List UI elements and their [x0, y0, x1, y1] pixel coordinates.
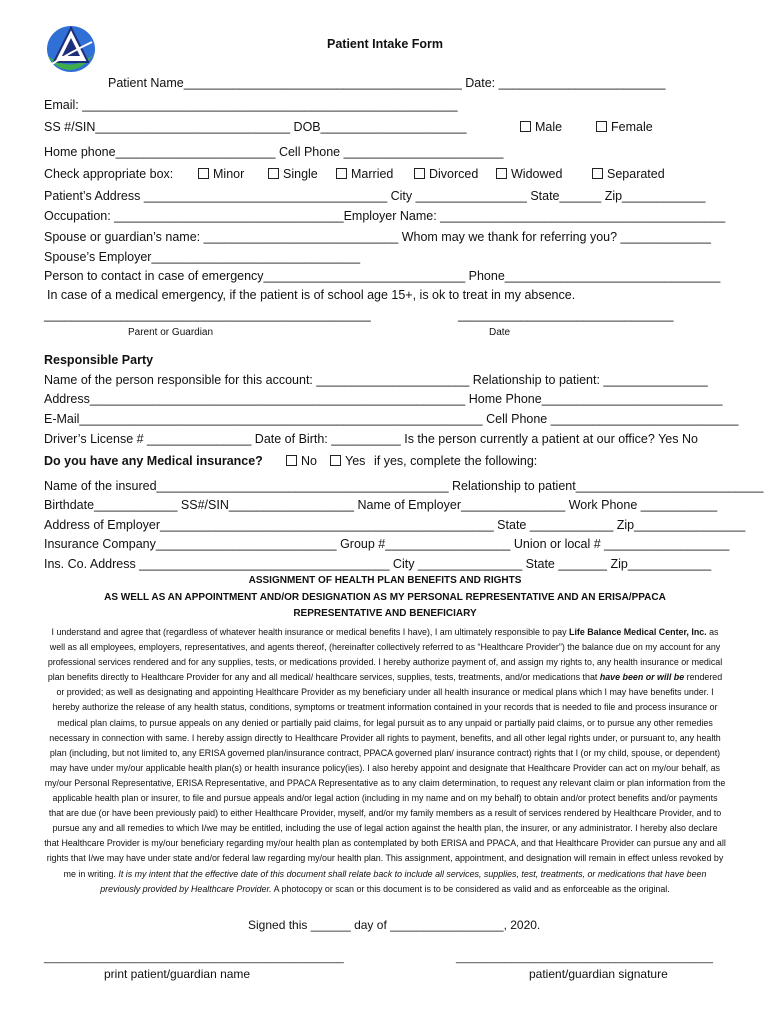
- parent-guardian-label: Parent or Guardian: [128, 327, 214, 338]
- status-label: Minor: [213, 167, 245, 181]
- employer-address-field[interactable]: Address of Employer________________________________________________ State ____________ Zip________________: [44, 518, 746, 532]
- signature-line[interactable]: __________________________________________: [456, 952, 713, 964]
- status-label: Married: [351, 167, 394, 181]
- phone-field[interactable]: Home phone_______________________ Cell Phone _______________________: [44, 145, 504, 159]
- consent-date-line[interactable]: _______________________________: [458, 308, 674, 322]
- form-title: Patient Intake Form: [327, 37, 443, 51]
- assignment-legal-text: I understand and agree that (regardless of whatever health insurance or medical benefits I have), I am ultimately responsible to pay Life Balance Medical Center, Inc. as well as all employees, employers, representatives, and agents thereof, (hereinafter collectively referred to as “Healthcare Provider”) the balance due on my account for any professional services rendered and for any supplies, tests, or medications provided. I hereby authorize payment of, and assign my rights to, any health insurance or medical plan benefits directly to Healthcare Provider for any and all medical/ healthcare services, supplies, tests, treatments, and/or medications that have been or will be rendered or provided; as well as designating and appointing Healthcare Provider as my beneficiary under all health insurance or medical plans which I may have benefits under. I hereby authorize the release of any health status, conditions, symptoms or treatment information contained in your records that is needed to file and process insurance or medical plan claims, to pursue appeals on any denied or partially paid claims, for legal pursuit as to any unpaid or partially paid claims, or to pursue any other remedies necessary in connection with same. I hereby assign directly to Healthcare Provider all rights to payment, benefits, and all other legal rights under, or pursuant to, any health plan (including, but not limited to, any ERISA governed plan/insurance contract, PPACA governed plan/ insurance contract) rights that I (or my child, spouse, or dependent) may have under my/our applicable health plan(s) or health insurance policy(ies). I also hereby appoint and designate that Healthcare Provider can act on my/our behalf, as my/our Personal Representative, ERISA Representative, and PPACA Representative as to any claim determination, to request any relevant claim or plan information from the applicable health plan or insurer, to file and pursue appeals and/or legal action (including in my name and on my behalf) to obtain and/or protect benefits and/or payments that are due (or have been previously paid) to either Healthcare Provider, myself, and/or my family members as a result of services rendered by Healthcare Provider, and to pursue any and all remedies to which I/we may be entitled, including the use of legal action against the health plan, the insurer, or any administrator. I hereby also declare that Healthcare Provider is my/our beneficiary regarding my/our health plan as contemplated by both ERISA and PPACA, and that Healthcare Provider can pursue any and all rights that I/we may have under state and/or federal law regarding my/our health plan. This assignment, appointment, and designation will remain in effect unless revoked by me in writing. It is my intent that the effective date of this document shall relate back to include all services, supplies, test, treatments, or medications that have been previously provided by Healthcare Provider. A photocopy or scan or this document is to be considered as valid and as enforceable as the original.: [44, 627, 726, 894]
- signature-label: patient/guardian signature: [529, 967, 668, 981]
- responsible-email-field[interactable]: E-Mail__________________________________________________________ Cell Phone ___________________________: [44, 412, 739, 426]
- male-checkbox[interactable]: [520, 118, 562, 136]
- checkbox-icon: [414, 168, 425, 179]
- status-minor-checkbox[interactable]: [198, 165, 244, 183]
- emergency-contact-field[interactable]: Person to contact in case of emergency_____________________________ Phone_______________________________: [44, 269, 721, 283]
- company-name: Life Balance Medical Center, Inc.: [569, 627, 707, 637]
- insurance-address-field[interactable]: Ins. Co. Address ____________________________________ City _______________ State _______ Zip____________: [44, 557, 712, 571]
- signed-date-field[interactable]: Signed this ______ day of _________________, 2020.: [248, 918, 541, 932]
- insurance-yes-checkbox[interactable]: [330, 452, 365, 470]
- checkbox-icon: [336, 168, 347, 179]
- status-married-checkbox[interactable]: [336, 165, 393, 183]
- checkbox-icon: [520, 121, 531, 132]
- male-label: Male: [535, 120, 563, 134]
- female-label: Female: [611, 120, 653, 134]
- intent-text: It is my intent that the effective date of this document shall relate back to include all services, supplies, test, treatments, or medications that have been previously provided by Healthcare Provider.: [100, 868, 707, 894]
- email-field[interactable]: Email: ______________________________________________________: [44, 98, 458, 112]
- emphasis-text: have been or will be: [599, 672, 685, 683]
- checkbox-icon: [596, 121, 607, 132]
- occupation-field[interactable]: Occupation: _________________________________Employer Name: _________________________________________: [44, 209, 726, 223]
- checkbox-icon: [268, 168, 279, 179]
- responsible-party-heading: Responsible Party: [44, 353, 154, 367]
- insurance-if-yes-text: if yes, complete the following:: [374, 454, 538, 468]
- checkbox-icon: [286, 455, 297, 466]
- drivers-license-field[interactable]: Driver’s License # _______________ Date of Birth: __________ Is the person currently a patient at our office? Yes No: [44, 432, 698, 446]
- no-label: No: [301, 454, 317, 468]
- insured-name-field[interactable]: Name of the insured__________________________________________ Relationship to patient___________________________: [44, 479, 764, 493]
- address-field[interactable]: Patient’s Address ___________________________________ City ________________ State______ Zip____________: [44, 189, 706, 203]
- yes-label: Yes: [345, 454, 366, 468]
- checkbox-icon: [592, 168, 603, 179]
- insured-birthdate-field[interactable]: Birthdate____________ SS#/SIN__________________ Name of Employer_______________ Work Phone ___________: [44, 498, 718, 512]
- responsible-address-field[interactable]: Address______________________________________________________ Home Phone__________________________: [44, 392, 723, 406]
- status-label: Separated: [607, 167, 665, 181]
- insurance-no-checkbox[interactable]: [286, 452, 317, 470]
- date-label: Date: [489, 327, 511, 338]
- insurance-company-field[interactable]: Insurance Company__________________________ Group #__________________ Union or local # __________________: [44, 537, 730, 551]
- checkbox-icon: [330, 455, 341, 466]
- checkbox-icon: [496, 168, 507, 179]
- ssn-dob-field[interactable]: SS #/SIN____________________________ DOB_____________________: [44, 120, 467, 134]
- print-name-label: print patient/guardian name: [104, 967, 251, 981]
- insurance-question: Do you have any Medical insurance?: [44, 454, 263, 468]
- status-label: Single: [283, 167, 318, 181]
- spouse-field[interactable]: Spouse or guardian’s name: ____________________________ Whom may we thank for referring you? _____________: [44, 230, 711, 244]
- assignment-heading-1: ASSIGNMENT OF HEALTH PLAN BENEFITS AND RIGHTS: [248, 575, 522, 586]
- assignment-heading-3: REPRESENTATIVE AND BENEFICIARY: [293, 608, 477, 619]
- status-widowed-checkbox[interactable]: [496, 165, 562, 183]
- status-single-checkbox[interactable]: [268, 165, 318, 183]
- patient-name-field[interactable]: Patient Name________________________________________ Date: ________________________: [108, 76, 666, 90]
- spouse-employer-field[interactable]: Spouse’s Employer______________________________: [44, 250, 361, 264]
- guardian-signature-line[interactable]: _______________________________________________: [44, 308, 371, 322]
- print-name-line[interactable]: _________________________________________________: [44, 952, 344, 964]
- status-separated-checkbox[interactable]: [592, 165, 665, 183]
- checkbox-icon: [198, 168, 209, 179]
- emergency-consent-text: In case of a medical emergency, if the patient is of school age 15+, is ok to treat in my absence.: [47, 288, 576, 302]
- female-checkbox[interactable]: [596, 118, 653, 136]
- assignment-heading-2: AS WELL AS AN APPOINTMENT AND/OR DESIGNATION AS MY PERSONAL REPRESENTATIVE AND AN ERISA/PPACA: [104, 592, 666, 603]
- responsible-name-field[interactable]: Name of the person responsible for this account: ______________________ Relationship to patient: _______________: [44, 373, 708, 387]
- status-label: Divorced: [429, 167, 479, 181]
- check-label: Check appropriate box:: [44, 167, 174, 181]
- status-divorced-checkbox[interactable]: [414, 165, 478, 183]
- status-label: Widowed: [511, 167, 563, 181]
